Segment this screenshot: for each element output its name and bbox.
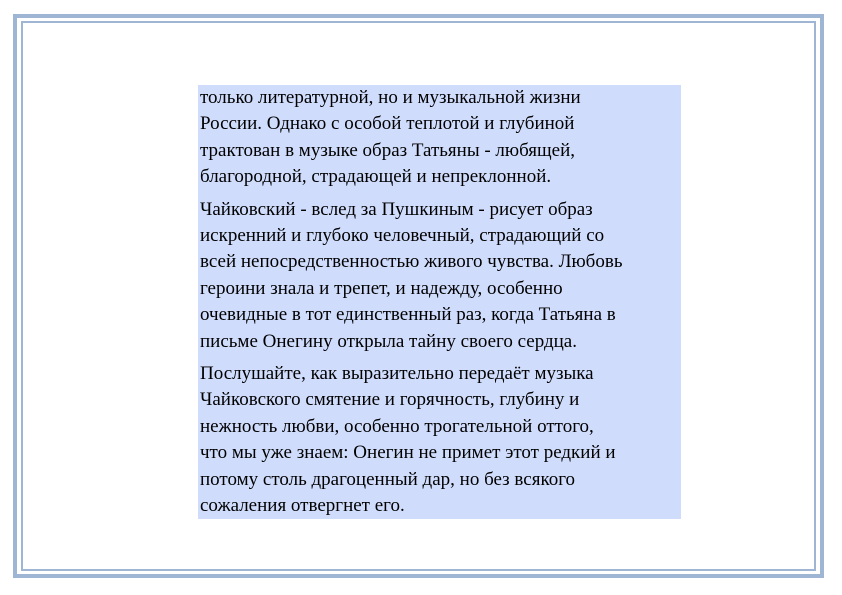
text-line: сожаления отвергнет его. [200, 495, 405, 517]
text-line: искренний и глубоко человечный, страдающий со [200, 225, 605, 247]
text-line: трактован в музыке образ Татьяны - любящей, [200, 139, 576, 161]
text-line: нежность любви, особенно трогательной оттого, [200, 415, 594, 437]
text-line: всей непосредственностью живого чувства. Любовь [200, 251, 623, 273]
text-line: потому столь драгоценный дар, но без всякого [200, 468, 576, 490]
text-line: только литературной, но и музыкальной жизни [200, 87, 581, 108]
text-line: что мы уже знаем: Онегин не примет этот редкий и [200, 442, 616, 464]
text-line: героини знала и трепет, и надежду, особенно [200, 277, 563, 299]
paragraph-2 [200, 197, 681, 355]
text-line: Послушайте, как выразительно передаёт музыка [200, 363, 594, 385]
text-line: очевидные в тот единственный раз, когда Татьяна в [200, 304, 616, 326]
paragraph-1 [200, 85, 681, 191]
text-line: России. Однако с особой теплотой и глубиной [200, 113, 575, 135]
paragraph-3 [200, 361, 681, 519]
text-box[interactable] [198, 85, 681, 519]
text-line: письме Онегину открыла тайну своего сердца. [200, 330, 577, 352]
text-line: благородной, страдающей и непреклонной. [200, 166, 552, 188]
text-line: Чайковский - вслед за Пушкиным - рисует образ [200, 198, 593, 220]
text-line: Чайковского смятение и горячность, глубину и [200, 389, 580, 411]
